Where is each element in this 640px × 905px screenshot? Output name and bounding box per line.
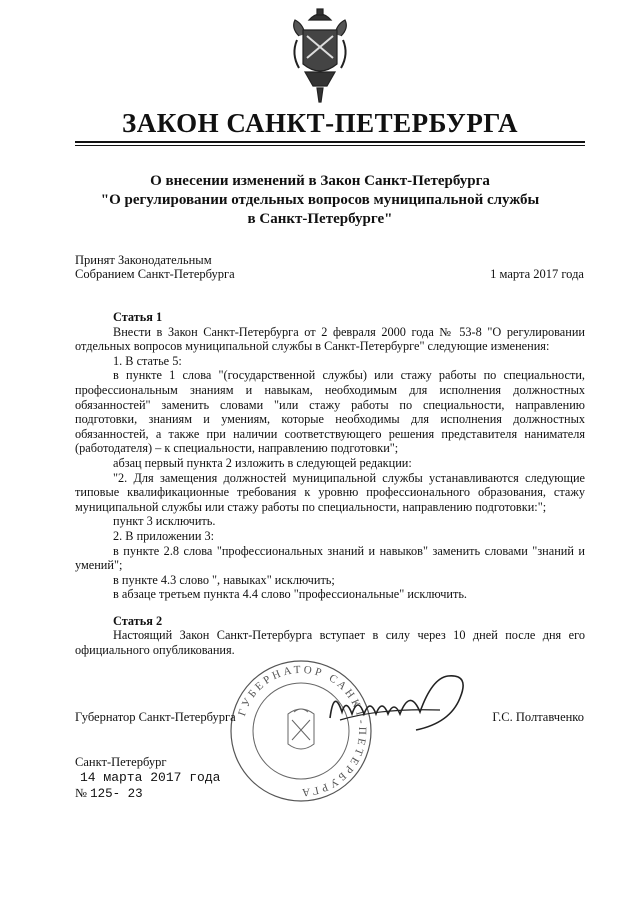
law-number	[75, 786, 143, 801]
law-number-prefix: №	[75, 786, 91, 800]
adoption-line: Принят Законодательным	[75, 253, 212, 267]
article-paragraph: 2. В приложении 3:	[113, 528, 215, 543]
article-paragraph: пункт 3 исключить.	[113, 514, 216, 529]
governor-name: Г.С. Полтавченко	[492, 710, 584, 724]
subject-line: "О регулировании отдельных вопросов муниципальной службы	[100, 192, 540, 208]
coat-of-arms-icon	[287, 6, 353, 104]
article-paragraph: в пункте 4.3 слово ", навыках" исключить;	[113, 572, 335, 587]
article-paragraph: в пункте 1 слова "(государственной службы) или стажу работы по специальности, профессиональным знаниям и навыкам, необходимым для исполнения должностных обязанностей" заменить словами "или стажу работы по специальности, направлению подготовки, знаниям и умениям, которые необходимы для исполнения должностных обязанностей, а также при наличии соответствующего решения представителя нанимателя (работодателя) – к специальности, направлению подготовки";	[75, 368, 585, 456]
article-paragraph: абзац первый пункта 2 изложить в следующей редакции:	[113, 455, 412, 470]
adoption-date: 1 марта 2017 года	[490, 267, 584, 281]
article-1-heading: Статья 1	[113, 310, 163, 324]
law-title: ЗАКОН САНКТ-ПЕТЕРБУРГА	[121, 108, 519, 138]
subject-line: в Санкт-Петербурге"	[247, 211, 393, 227]
signing-date: 14 марта 2017 года	[80, 770, 221, 785]
article-2-heading: Статья 2	[113, 613, 163, 628]
law-subject	[70, 172, 570, 229]
signing-city: Санкт-Петербург	[75, 755, 167, 769]
title-rule-thin	[75, 145, 585, 146]
governor-label: Губернатор Санкт-Петербурга	[75, 710, 236, 724]
article-paragraph: в абзаце третьем пункта 4.4 слово "профессиональные" исключить.	[113, 587, 468, 602]
article-paragraph: в пункте 2.8 слова "профессиональных знаний и навыков" заменить словами "знаний и умений";	[75, 543, 585, 573]
law-body	[75, 310, 585, 658]
governor-signature	[320, 668, 480, 738]
title-rule-thick	[75, 141, 585, 143]
article-paragraph: Настоящий Закон Санкт-Петербурга вступает в силу через 10 дней после дня его официального опубликования.	[75, 628, 585, 658]
seal-text: ГУБЕРНАТОР САНКТ-ПЕТЕРБУРГА	[236, 663, 369, 799]
article-paragraph: 1. В статье 5:	[113, 353, 182, 368]
article-paragraph: Внести в Закон Санкт-Петербурга от 2 февраля 2000 года № 53-8 "О регулировании отдельных вопросов муниципальной службы в Санкт-Петербурге" следующие изменения:	[75, 324, 585, 354]
law-number-value: 125- 23	[90, 787, 143, 801]
adoption-line: Собранием Санкт-Петербурга	[75, 267, 235, 281]
adoption-body	[75, 253, 235, 281]
subject-line: О внесении изменений в Закон Санкт-Петербурга	[150, 173, 490, 189]
article-paragraph: "2. Для замещения должностей муниципальной службы устанавливаются следующие типовые квалификационные требования к уровню профессионального образования, стажу муниципальной службы или стажу работы по специальности, направлению подготовки:";	[75, 470, 585, 514]
